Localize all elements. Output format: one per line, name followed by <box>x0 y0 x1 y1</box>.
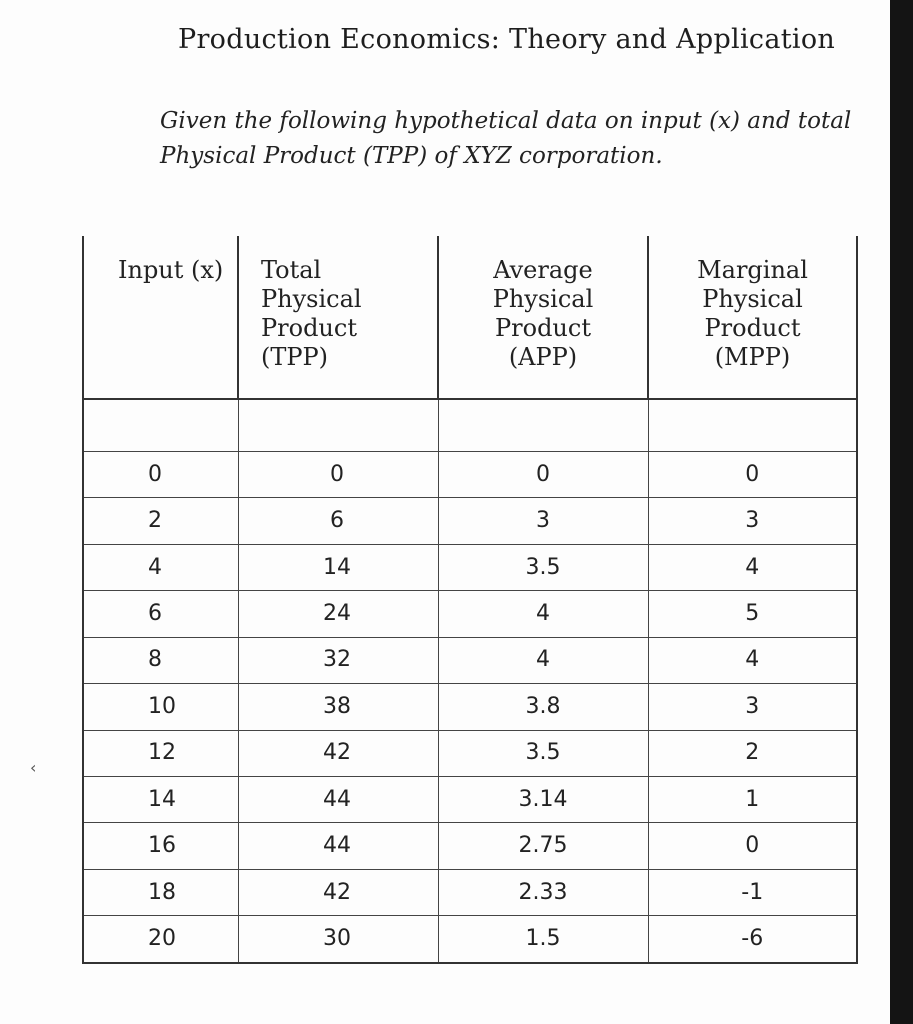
tpp-cell: 38 <box>238 684 438 730</box>
input-cell: 4 <box>83 544 238 590</box>
app-cell: 4 <box>438 637 648 683</box>
table-row <box>83 451 857 497</box>
input-cell: 8 <box>83 637 238 683</box>
mpp-cell: 3 <box>648 498 857 544</box>
table-row <box>83 869 857 915</box>
mpp-cell: 1 <box>648 776 857 822</box>
app-cell: 3.14 <box>438 776 648 822</box>
table-body <box>83 399 857 963</box>
intro-paragraph: Given the following hypothetical data on input (x) and total Physical Product (TPP) of XYZ corporation. <box>160 108 852 169</box>
table-row <box>83 498 857 544</box>
input-cell: 20 <box>83 916 238 963</box>
tpp-cell: 30 <box>238 916 438 963</box>
table-row <box>83 544 857 590</box>
input-cell: 2 <box>83 498 238 544</box>
table-row <box>83 916 857 963</box>
table-row <box>83 591 857 637</box>
mpp-cell: 5 <box>648 591 857 637</box>
table-row <box>83 776 857 822</box>
tpp-cell: 14 <box>238 544 438 590</box>
app-cell: 4 <box>438 591 648 637</box>
app-cell: 0 <box>438 451 648 497</box>
production-data-table <box>82 236 858 964</box>
table-row <box>83 730 857 776</box>
table-row <box>83 823 857 869</box>
input-cell: 16 <box>83 823 238 869</box>
spacer-row <box>83 399 857 451</box>
tpp-cell: 24 <box>238 591 438 637</box>
input-cell: 6 <box>83 591 238 637</box>
mpp-cell: -1 <box>648 869 857 915</box>
input-cell: 0 <box>83 451 238 497</box>
app-cell: 3 <box>438 498 648 544</box>
header-tpp: Total Physical Product (TPP) <box>238 236 438 399</box>
mpp-cell: 3 <box>648 684 857 730</box>
app-cell: 3.8 <box>438 684 648 730</box>
app-cell: 3.5 <box>438 730 648 776</box>
input-cell: 14 <box>83 776 238 822</box>
app-cell: 1.5 <box>438 916 648 963</box>
app-cell: 2.33 <box>438 869 648 915</box>
tpp-cell: 44 <box>238 776 438 822</box>
header-mpp: Marginal Physical Product (MPP) <box>648 236 857 399</box>
tpp-cell: 6 <box>238 498 438 544</box>
header-app: Average Physical Product (APP) <box>438 236 648 399</box>
header-row <box>83 236 857 399</box>
input-cell: 10 <box>83 684 238 730</box>
page-title: Production Economics: Theory and Application <box>178 24 836 55</box>
tpp-cell: 42 <box>238 730 438 776</box>
mpp-cell: 0 <box>648 823 857 869</box>
mpp-cell: 0 <box>648 451 857 497</box>
table-row <box>83 684 857 730</box>
input-cell: 18 <box>83 869 238 915</box>
tpp-cell: 42 <box>238 869 438 915</box>
mpp-cell: 4 <box>648 544 857 590</box>
table-row <box>83 637 857 683</box>
mpp-cell: 2 <box>648 730 857 776</box>
edge-mark: ‹ <box>30 758 37 777</box>
app-cell: 2.75 <box>438 823 648 869</box>
mpp-cell: 4 <box>648 637 857 683</box>
input-cell: 12 <box>83 730 238 776</box>
tpp-cell: 32 <box>238 637 438 683</box>
header-input: Input (x) <box>83 236 238 399</box>
app-cell: 3.5 <box>438 544 648 590</box>
tpp-cell: 44 <box>238 823 438 869</box>
mpp-cell: -6 <box>648 916 857 963</box>
tpp-cell: 0 <box>238 451 438 497</box>
